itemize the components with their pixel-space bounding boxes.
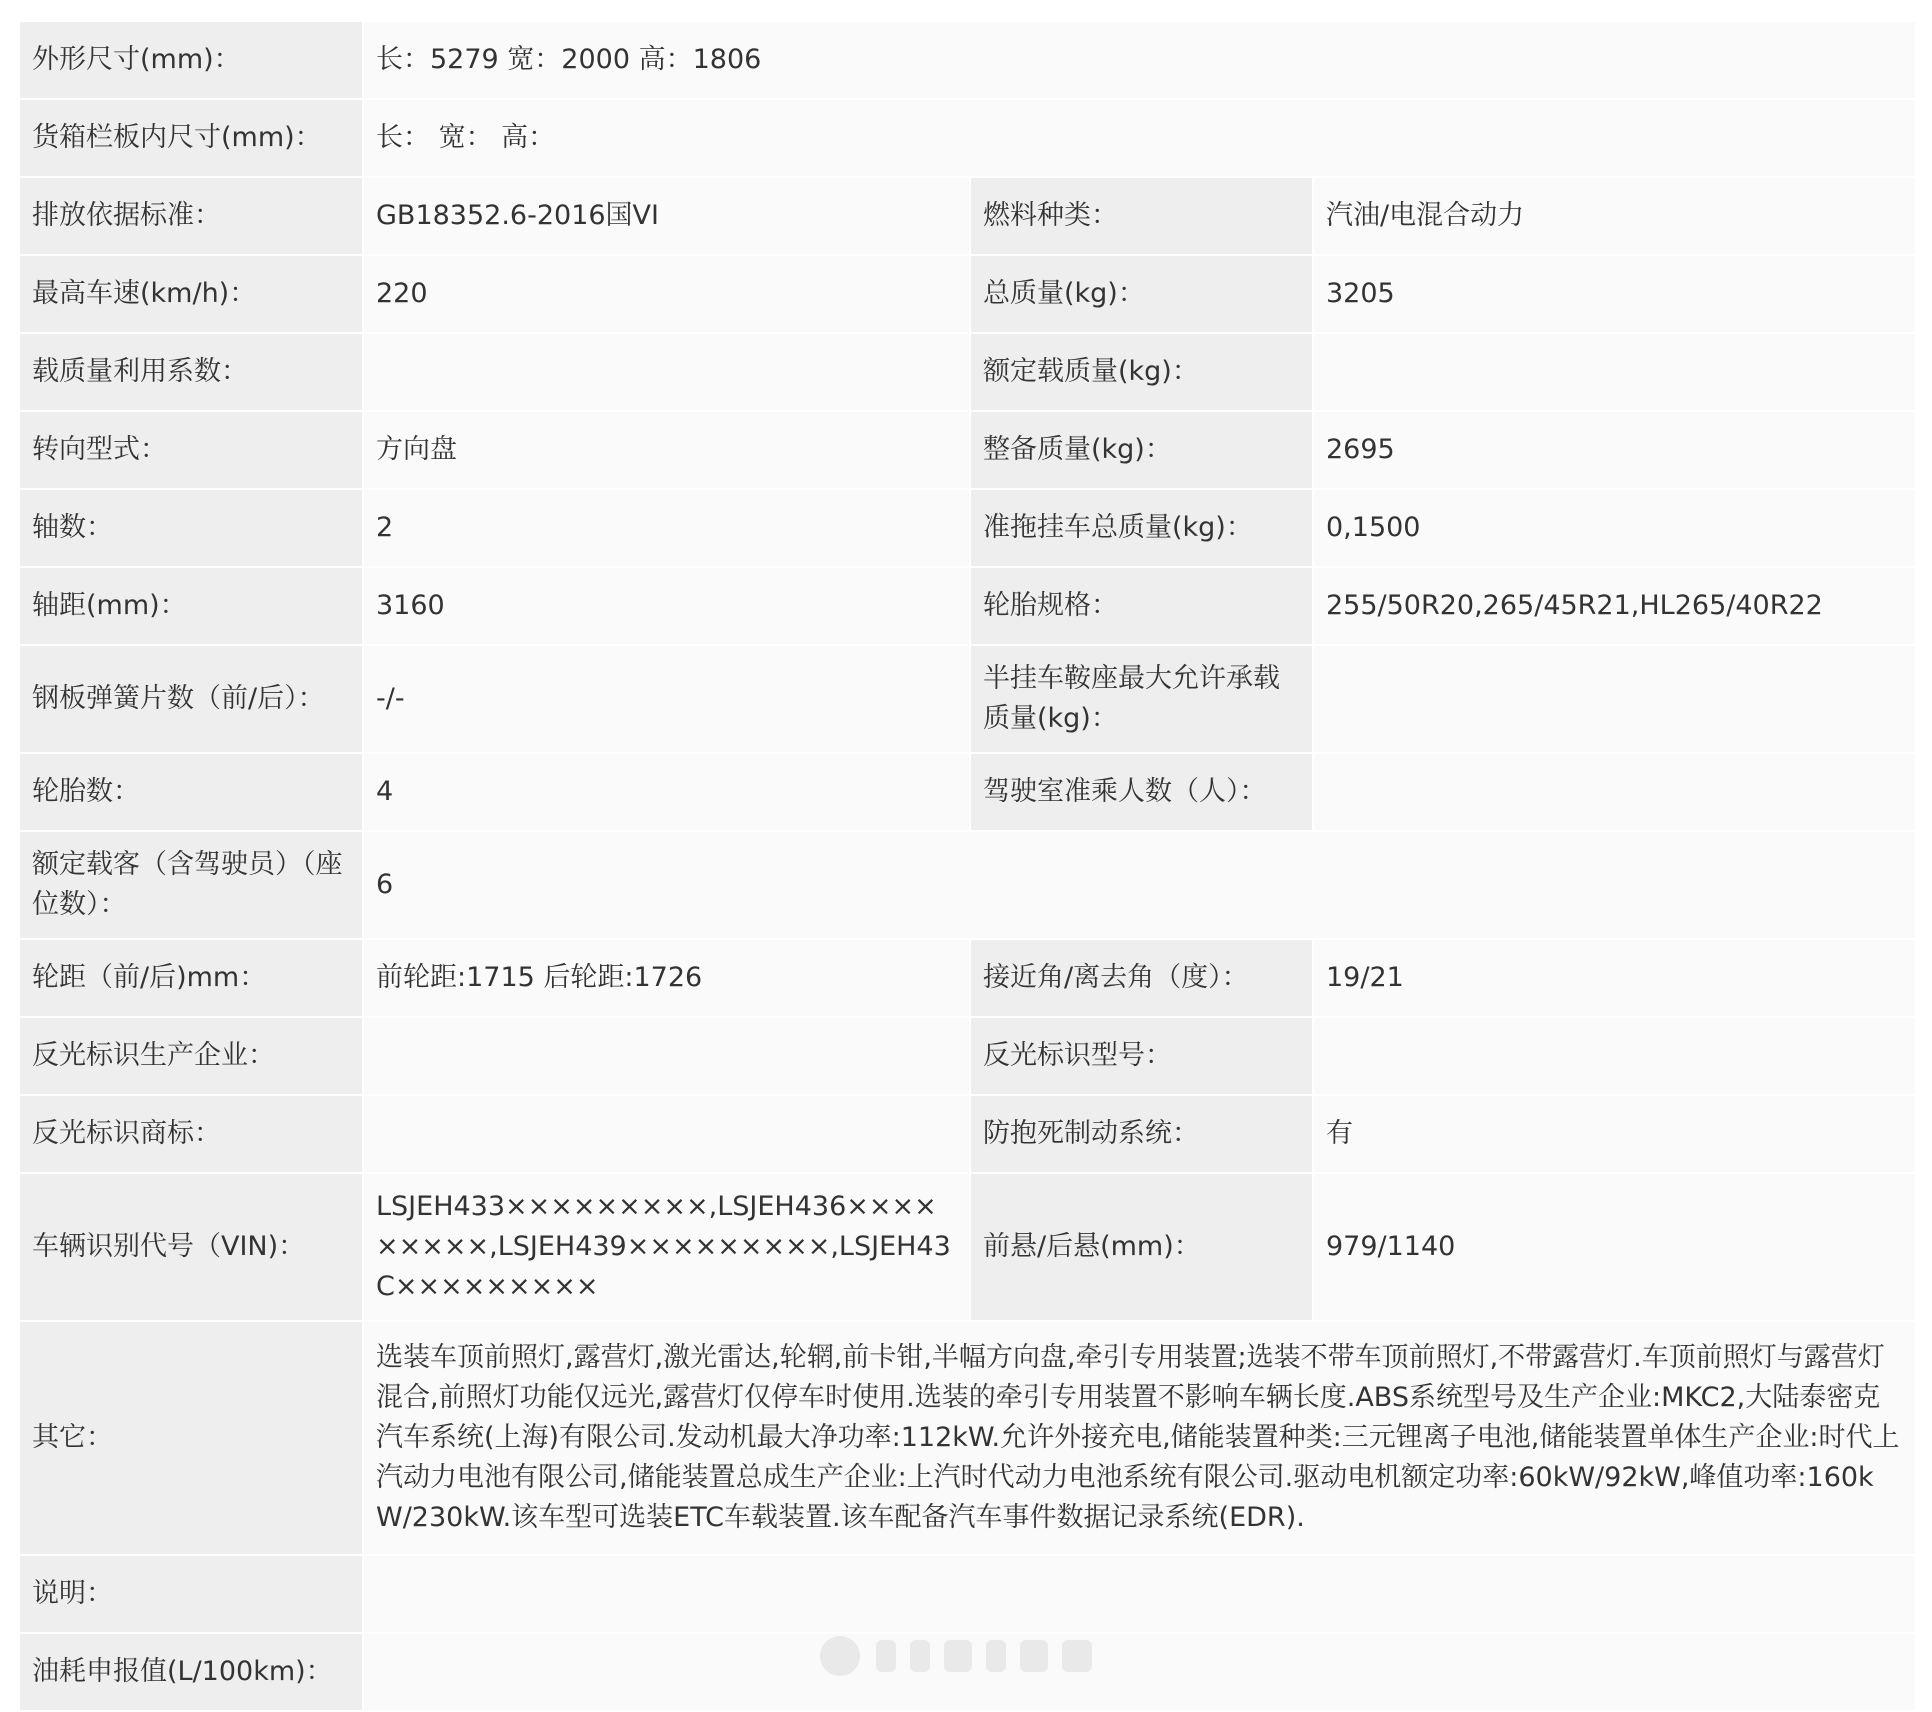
fuel-consumption-value [363,1633,1916,1711]
wheelbase-label: 轴距(mm)： [20,567,363,645]
tire-spec-value: 255/50R20,265/45R21,HL265/40R22 [1313,567,1916,645]
abs-label: 防抱死制动系统： [970,1095,1313,1173]
table-row [20,567,1916,645]
table-row [20,1321,1916,1555]
fuel-consumption-label: 油耗申报值(L/100km)： [20,1633,363,1711]
tires-value: 4 [363,753,970,831]
table-row [20,939,1916,1017]
fuel-type-value: 汽油/电混合动力 [1313,177,1916,255]
curb-mass-value: 2695 [1313,411,1916,489]
cab-seats-value [1313,753,1916,831]
other-value: 选装车顶前照灯,露营灯,激光雷达,轮辋,前卡钳,半幅方向盘,牵引专用装置;选装不带车顶前照灯,不带露营灯.车顶前照灯与露营灯混合,前照灯功能仅远光,露营灯仅停车时使用.选装的牵引专用装置不影响车辆长度.ABS系统型号及生产企业:MKC2,大陆泰密克汽车系统(上海)有限公司.发动机最大净功率:112kW.允许外接充电,储能装置种类:三元锂离子电池,储能装置单体生产企业:时代上汽动力电池有限公司,储能装置总成生产企业:上汽时代动力电池系统有限公司.驱动电机额定功率:60kW/92kW,峰值功率:160kW/230kW.该车型可选装ETC车载装置.该车配备汽车事件数据记录系统(EDR). [363,1321,1916,1555]
abs-value: 有 [1313,1095,1916,1173]
table-row [20,489,1916,567]
overhang-label: 前悬/后悬(mm)： [970,1173,1313,1321]
trailer-mass-label: 准拖挂车总质量(kg)： [970,489,1313,567]
table-row [20,99,1916,177]
reflector-maker-value [363,1017,970,1095]
table-row [20,255,1916,333]
leaf-springs-label: 钢板弹簧片数（前/后）： [20,645,363,753]
max-speed-value: 220 [363,255,970,333]
table-row [20,645,1916,753]
fuel-type-label: 燃料种类： [970,177,1313,255]
steering-value: 方向盘 [363,411,970,489]
spec-table [20,22,1917,1712]
reflector-model-value [1313,1017,1916,1095]
gross-mass-label: 总质量(kg)： [970,255,1313,333]
max-speed-label: 最高车速(km/h)： [20,255,363,333]
angles-label: 接近角/离去角（度）： [970,939,1313,1017]
watermark [820,1628,1100,1684]
table-row [20,333,1916,411]
saddle-load-label: 半挂车鞍座最大允许承载质量(kg)： [970,645,1313,753]
table-row [20,1173,1916,1321]
wheelbase-value: 3160 [363,567,970,645]
reflector-model-label: 反光标识型号： [970,1017,1313,1095]
notes-value [363,1555,1916,1633]
emission-value: GB18352.6-2016国VI [363,177,970,255]
cargo-box-value: 长： 宽： 高： [363,99,1916,177]
table-row [20,177,1916,255]
track-label: 轮距（前/后)mm： [20,939,363,1017]
table-row [20,1095,1916,1173]
vin-value: LSJEH433×××××××××,LSJEH436×××××××××,LSJEH439×××××××××,LSJEH43C××××××××× [363,1173,970,1321]
reflector-brand-label: 反光标识商标： [20,1095,363,1173]
table-row [20,831,1916,939]
tire-spec-label: 轮胎规格： [970,567,1313,645]
saddle-load-value [1313,645,1916,753]
axles-value: 2 [363,489,970,567]
vin-label: 车辆识别代号（VIN)： [20,1173,363,1321]
leaf-springs-value: -/- [363,645,970,753]
tires-label: 轮胎数： [20,753,363,831]
table-row [20,1017,1916,1095]
load-factor-label: 载质量利用系数： [20,333,363,411]
trailer-mass-value: 0,1500 [1313,489,1916,567]
notes-label: 说明： [20,1555,363,1633]
passengers-value: 6 [363,831,1916,939]
table-row [20,411,1916,489]
table-row [20,753,1916,831]
table-row [20,22,1916,99]
table-row [20,1555,1916,1633]
passengers-label: 额定载客（含驾驶员）（座位数）： [20,831,363,939]
reflector-brand-value [363,1095,970,1173]
rated-load-label: 额定载质量(kg)： [970,333,1313,411]
other-label: 其它： [20,1321,363,1555]
emission-label: 排放依据标准： [20,177,363,255]
dimensions-label: 外形尺寸(mm)： [20,22,363,99]
rated-load-value [1313,333,1916,411]
dimensions-value: 长：5279 宽：2000 高：1806 [363,22,1916,99]
steering-label: 转向型式： [20,411,363,489]
load-factor-value [363,333,970,411]
curb-mass-label: 整备质量(kg)： [970,411,1313,489]
overhang-value: 979/1140 [1313,1173,1916,1321]
gross-mass-value: 3205 [1313,255,1916,333]
angles-value: 19/21 [1313,939,1916,1017]
axles-label: 轴数： [20,489,363,567]
track-value: 前轮距:1715 后轮距:1726 [363,939,970,1017]
reflector-maker-label: 反光标识生产企业： [20,1017,363,1095]
cargo-box-label: 货箱栏板内尺寸(mm)： [20,99,363,177]
cab-seats-label: 驾驶室准乘人数（人）： [970,753,1313,831]
